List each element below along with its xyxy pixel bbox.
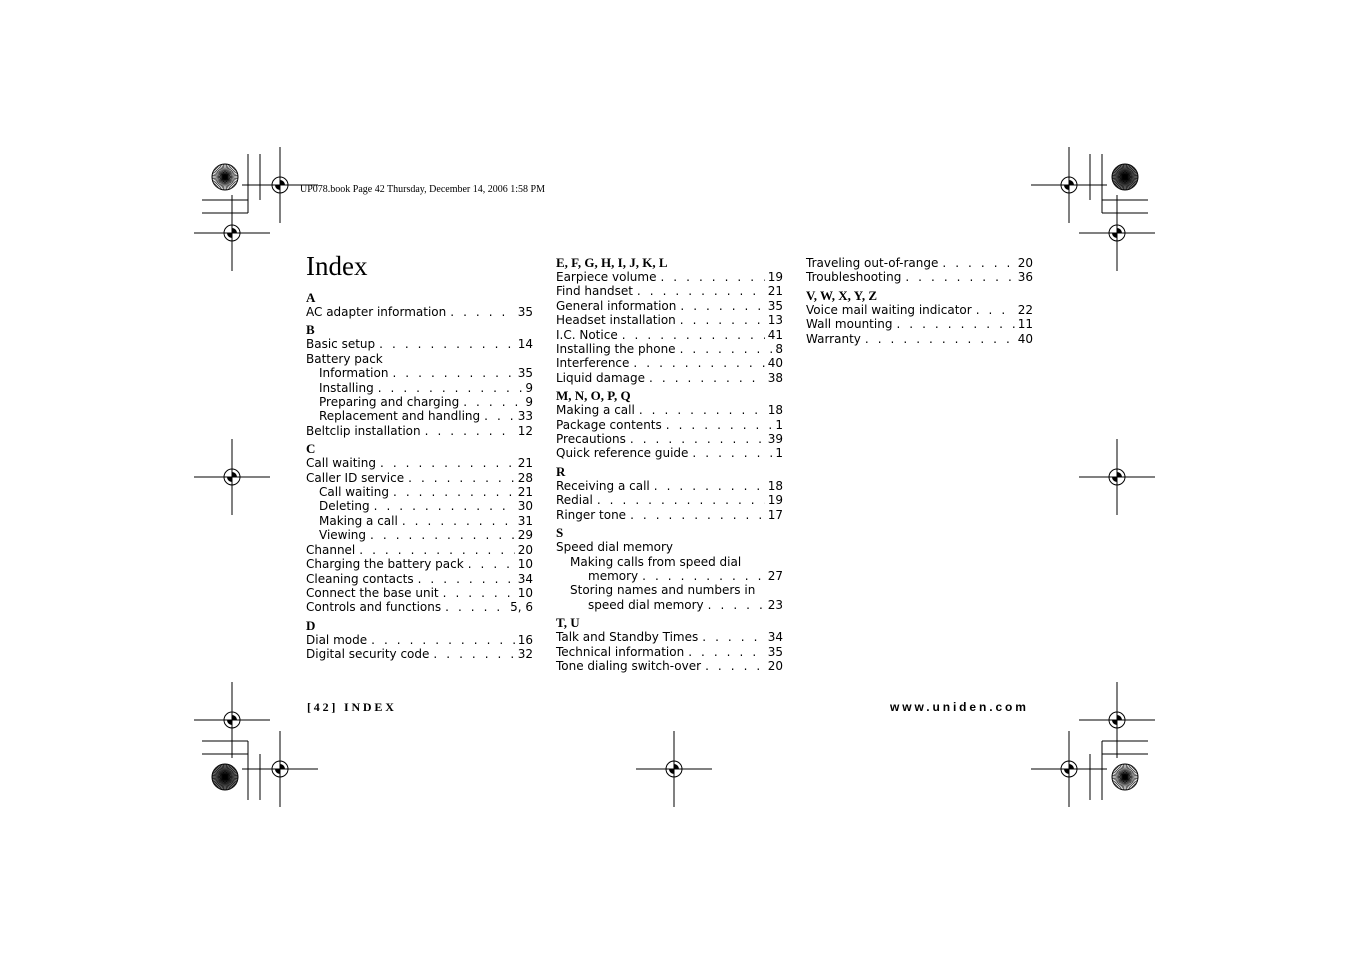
entry-page-number: 14 xyxy=(517,337,533,352)
entry-text: Package contents xyxy=(556,417,662,432)
entry-text: memory xyxy=(588,568,639,583)
section-heading: R xyxy=(556,463,566,479)
entry-page-number: 21 xyxy=(517,456,533,471)
entry-text: Wall mounting xyxy=(806,317,893,332)
entry-page-number: 13 xyxy=(767,313,783,328)
entry-text: Replacement and handling xyxy=(319,409,481,424)
entry-page-number: 18 xyxy=(767,478,783,493)
entry-text: Quick reference guide xyxy=(556,446,689,461)
section-heading: T, U xyxy=(556,615,580,631)
entry-text: Liquid damage xyxy=(556,370,646,385)
entry-text: Deleting xyxy=(319,499,370,514)
entry-page-number: 19 xyxy=(767,270,783,284)
entry-text: Warranty xyxy=(806,331,861,346)
entry-page-number: 40 xyxy=(1017,331,1033,346)
section-heading: M, N, O, P, Q xyxy=(556,388,631,404)
entry-text: Speed dial memory xyxy=(556,540,674,555)
entry-page-number: 32 xyxy=(517,647,533,662)
registration-quadrants xyxy=(227,228,237,238)
entry-page-number: 9 xyxy=(525,380,533,395)
registration-quadrants xyxy=(227,472,237,482)
entry-text: Storing names and numbers in xyxy=(570,583,756,598)
entry-page-number: 36 xyxy=(1017,270,1033,285)
entry-text: Precautions xyxy=(556,432,626,447)
registration-quadrants xyxy=(1064,180,1074,190)
entry-text: Beltclip installation xyxy=(306,423,421,438)
entry-page-number: 8 xyxy=(775,342,783,357)
entry-page-number: 20 xyxy=(767,658,783,673)
footer-website: www.uniden.com xyxy=(890,700,1029,714)
entry-text: Preparing and charging xyxy=(319,395,460,410)
entry-text: Redial xyxy=(556,493,593,508)
entry-page-number: 34 xyxy=(767,630,783,645)
entry-page-number: 9 xyxy=(525,395,533,410)
section-heading: D xyxy=(306,617,316,633)
entry-page-number: 27 xyxy=(767,568,783,583)
entry-text: I.C. Notice xyxy=(556,327,618,342)
entry-page-number: 20 xyxy=(517,542,533,557)
print-header: UP078.book Page 42 Thursday, December 14, 2006 1:58 PM xyxy=(300,184,545,195)
entry-text: Dial mode xyxy=(306,632,368,647)
page-title: Index xyxy=(306,251,368,281)
entry-page-number: 12 xyxy=(517,423,533,438)
entry-page-number: 11 xyxy=(1017,317,1033,332)
entry-page-number: 31 xyxy=(517,513,533,528)
entry-text: Find handset xyxy=(556,284,633,299)
entry-page-number: 29 xyxy=(517,528,533,543)
entry-page-number: 38 xyxy=(767,370,783,385)
entry-text: Tone dialing switch-over xyxy=(556,658,702,673)
entry-text: Earpiece volume xyxy=(556,270,657,284)
entry-page-number: 16 xyxy=(517,632,533,647)
entry-text: Troubleshooting xyxy=(806,270,902,285)
entry-page-number: 10 xyxy=(517,585,533,600)
entry-text: Voice mail waiting indicator xyxy=(806,302,972,317)
entry-page-number: 1 xyxy=(775,417,783,432)
entry-text: Basic setup xyxy=(306,337,376,352)
entry-page-number: 10 xyxy=(517,557,533,572)
registration-quadrants xyxy=(1112,715,1122,725)
section-heading: E, F, G, H, I, J, K, L xyxy=(556,255,668,270)
entry-page-number: 21 xyxy=(767,284,783,299)
entry-page-number: 35 xyxy=(517,366,533,381)
entry-text: Receiving a call xyxy=(556,478,650,493)
registration-quadrants xyxy=(275,764,285,774)
entry-page-number: 33 xyxy=(517,409,533,424)
entry-text: Connect the base unit xyxy=(306,585,439,600)
entry-text: Charging the battery pack xyxy=(306,557,464,572)
registration-quadrants xyxy=(275,180,285,190)
entry-text: General information xyxy=(556,298,677,313)
entry-text: Channel xyxy=(306,542,356,557)
entry-text: Headset installation xyxy=(556,313,676,328)
entry-text: Digital security code xyxy=(306,647,430,662)
entry-text: Battery pack xyxy=(306,351,383,366)
entry-text: Caller ID service xyxy=(306,470,405,485)
footer-page-label: [42] INDEX xyxy=(307,700,397,714)
registration-quadrants xyxy=(669,764,679,774)
entry-page-number: 23 xyxy=(767,597,783,612)
section-heading: S xyxy=(556,525,564,541)
entry-text: Installing the phone xyxy=(556,342,676,357)
entry-text: Viewing xyxy=(319,528,367,543)
entry-text: Technical information xyxy=(556,644,685,659)
section-heading: A xyxy=(306,290,316,305)
section-heading: C xyxy=(306,441,316,457)
entry-page-number: 41 xyxy=(767,327,783,342)
entry-text: Talk and Standby Times xyxy=(556,630,699,645)
entry-text: Call waiting xyxy=(319,485,389,500)
entry-page-number: 20 xyxy=(1017,256,1033,270)
section-heading: B xyxy=(306,322,315,338)
entry-text: Call waiting xyxy=(306,456,376,471)
entry-text: Interference xyxy=(556,356,630,371)
entry-page-number: 35 xyxy=(517,305,533,319)
entry-text: Making a call xyxy=(556,403,635,418)
registration-quadrants xyxy=(227,715,237,725)
entry-page-number: 17 xyxy=(767,507,783,522)
entry-page-number: 39 xyxy=(767,432,783,447)
entry-text: Traveling out-of-range xyxy=(806,256,939,270)
entry-page-number: 19 xyxy=(767,493,783,508)
entry-page-number: 21 xyxy=(517,485,533,500)
entry-text: Ringer tone xyxy=(556,507,627,522)
entry-page-number: 18 xyxy=(767,403,783,418)
entry-page-number: 34 xyxy=(517,571,533,586)
section-heading: V, W, X, Y, Z xyxy=(806,287,878,303)
entry-page-number: 5, 6 xyxy=(510,600,533,615)
registration-quadrants xyxy=(1112,472,1122,482)
registration-quadrants xyxy=(1064,764,1074,774)
entry-text: Making calls from speed dial xyxy=(570,554,742,569)
entry-page-number: 1 xyxy=(775,446,783,461)
entry-page-number: 40 xyxy=(767,356,783,371)
registration-quadrants xyxy=(1112,228,1122,238)
entry-page-number: 30 xyxy=(517,499,533,514)
entry-text: Information xyxy=(319,366,389,381)
entry-page-number: 35 xyxy=(767,298,783,313)
entry-text: AC adapter information xyxy=(306,305,447,319)
entry-text: speed dial memory xyxy=(588,597,704,612)
entry-text: Cleaning contacts xyxy=(306,571,414,586)
entry-page-number: 28 xyxy=(517,470,533,485)
entry-text: Installing xyxy=(319,380,374,395)
entry-text: Making a call xyxy=(319,513,398,528)
entry-page-number: 22 xyxy=(1017,302,1033,317)
entry-text: Controls and functions xyxy=(306,600,442,615)
entry-page-number: 35 xyxy=(767,644,783,659)
